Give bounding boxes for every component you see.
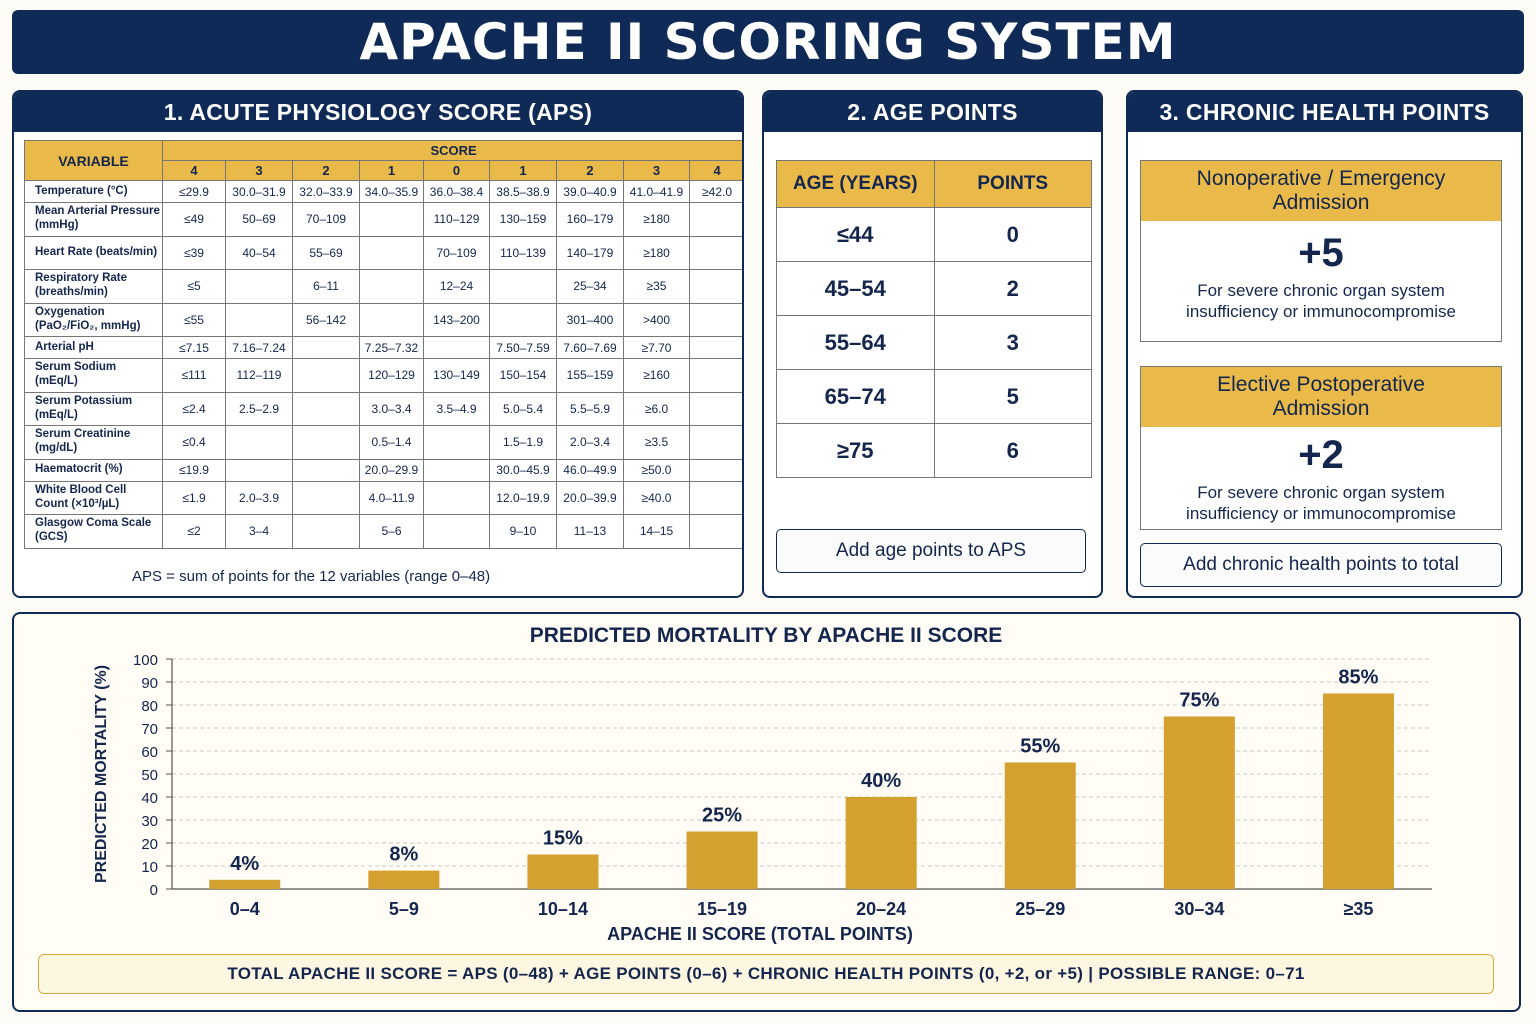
table-cell: 2.5–2.9 bbox=[226, 392, 293, 426]
bar-value-label: 25% bbox=[702, 804, 743, 827]
table-cell bbox=[293, 481, 360, 515]
table-cell: ≥160 bbox=[624, 359, 690, 393]
formula-bar: TOTAL APACHE II SCORE = APS (0–48) + AGE POINTS (0–6) + CHRONIC HEALTH POINTS (0, +2, or +5) | POSSIBLE RANGE: 0–71 bbox=[38, 954, 1494, 994]
table-cell: 46.0–49.9 bbox=[557, 459, 624, 481]
age-points: 3 bbox=[934, 316, 1092, 370]
score-point-header: 2 bbox=[293, 161, 360, 181]
score-point-header: 3 bbox=[226, 161, 293, 181]
x-tick-label: 15–19 bbox=[697, 899, 748, 919]
y-tick-label: 0 bbox=[149, 882, 158, 899]
age-range: 45–54 bbox=[777, 262, 935, 316]
variable-name: Respiratory Rate (breaths/min) bbox=[25, 270, 163, 304]
x-tick-label: 0–4 bbox=[229, 899, 260, 919]
table-cell: 9–10 bbox=[490, 515, 557, 549]
table-cell: ≤19.9 bbox=[163, 459, 226, 481]
table-cell: ≤111 bbox=[163, 359, 226, 393]
table-cell bbox=[690, 270, 745, 304]
score-point-header: 4 bbox=[163, 161, 226, 181]
table-cell: 5.0–5.4 bbox=[490, 392, 557, 426]
table-cell bbox=[690, 392, 745, 426]
table-cell bbox=[424, 515, 490, 549]
table-cell: 50–69 bbox=[226, 203, 293, 237]
table-cell: ≤1.9 bbox=[163, 481, 226, 515]
table-cell: 32.0–33.9 bbox=[293, 181, 360, 203]
table-cell bbox=[690, 359, 745, 393]
table-cell: ≥40.0 bbox=[624, 481, 690, 515]
table-cell bbox=[360, 236, 424, 270]
table-cell: 39.0–40.9 bbox=[557, 181, 624, 203]
y-tick-label: 20 bbox=[141, 836, 158, 853]
table-row bbox=[777, 208, 1092, 262]
age-note: Add age points to APS bbox=[776, 529, 1086, 573]
table-cell: 20.0–39.9 bbox=[557, 481, 624, 515]
table-cell: ≤2.4 bbox=[163, 392, 226, 426]
table-cell: ≥7.70 bbox=[624, 337, 690, 359]
x-tick-label: 10–14 bbox=[537, 899, 588, 919]
table-cell bbox=[293, 392, 360, 426]
table-cell: ≤7.15 bbox=[163, 337, 226, 359]
y-axis-label: PREDICTED MORTALITY (%) bbox=[93, 664, 110, 884]
table-cell: 3.0–3.4 bbox=[360, 392, 424, 426]
table-cell: 20.0–29.9 bbox=[360, 459, 424, 481]
table-row bbox=[25, 459, 745, 481]
bar bbox=[527, 855, 598, 890]
x-tick-label: ≥35 bbox=[1343, 899, 1374, 919]
x-tick-label: 20–24 bbox=[856, 899, 907, 919]
table-cell: ≥3.5 bbox=[624, 426, 690, 460]
age-range: ≤44 bbox=[777, 208, 935, 262]
table-cell bbox=[424, 481, 490, 515]
variable-name: Serum Creatinine (mg/dL) bbox=[25, 426, 163, 460]
chronic-item-description: For severe chronic organ system insufficiency or immunocompromise bbox=[1186, 483, 1456, 524]
score-point-header: 0 bbox=[424, 161, 490, 181]
table-cell: ≤2 bbox=[163, 515, 226, 549]
table-row bbox=[777, 316, 1092, 370]
variable-name: Temperature (°C) bbox=[25, 181, 163, 203]
variable-name: White Blood Cell Count (×10³/µL) bbox=[25, 481, 163, 515]
table-cell bbox=[293, 459, 360, 481]
chronic-item-nonoperative bbox=[1140, 160, 1502, 342]
variable-name: Glasgow Coma Scale (GCS) bbox=[25, 515, 163, 549]
table-cell: 120–129 bbox=[360, 359, 424, 393]
bar-value-label: 85% bbox=[1338, 666, 1379, 689]
table-cell: 41.0–41.9 bbox=[624, 181, 690, 203]
bar-value-label: 4% bbox=[230, 852, 260, 875]
table-cell bbox=[490, 303, 557, 337]
table-row bbox=[777, 424, 1092, 478]
table-cell: 2.0–3.4 bbox=[557, 426, 624, 460]
x-axis-label: APACHE II SCORE (TOTAL POINTS) bbox=[607, 924, 913, 944]
age-body bbox=[777, 208, 1092, 478]
table-cell bbox=[360, 203, 424, 237]
variable-name: Arterial pH bbox=[25, 337, 163, 359]
table-row bbox=[25, 181, 745, 203]
table-cell: 7.60–7.69 bbox=[557, 337, 624, 359]
bar-value-label: 40% bbox=[861, 770, 902, 792]
table-cell bbox=[690, 515, 745, 549]
table-cell bbox=[690, 203, 745, 237]
table-cell: 12–24 bbox=[424, 270, 490, 304]
table-cell bbox=[490, 270, 557, 304]
aps-footer: APS = sum of points for the 12 variables (range 0–48) bbox=[132, 568, 491, 585]
table-cell: 36.0–38.4 bbox=[424, 181, 490, 203]
table-cell: 12.0–19.9 bbox=[490, 481, 557, 515]
table-row bbox=[25, 481, 745, 515]
table-cell: 301–400 bbox=[557, 303, 624, 337]
bar-value-label: 8% bbox=[389, 843, 419, 866]
table-cell: 155–159 bbox=[557, 359, 624, 393]
table-cell: 6–11 bbox=[293, 270, 360, 304]
table-cell: 1.5–1.9 bbox=[490, 426, 557, 460]
table-row bbox=[25, 303, 745, 337]
chronic-item-points: +5 bbox=[1298, 231, 1344, 275]
chronic-note: Add chronic health points to total bbox=[1140, 543, 1502, 587]
table-cell: 3.5–4.9 bbox=[424, 392, 490, 426]
table-cell: ≥35 bbox=[624, 270, 690, 304]
chronic-item-description: For severe chronic organ system insufficiency or immunocompromise bbox=[1186, 281, 1456, 322]
table-cell bbox=[293, 359, 360, 393]
table-cell: ≥6.0 bbox=[624, 392, 690, 426]
variable-name: Serum Sodium (mEq/L) bbox=[25, 359, 163, 393]
age-table bbox=[776, 160, 1092, 478]
table-cell bbox=[424, 459, 490, 481]
table-cell bbox=[360, 303, 424, 337]
table-cell: >400 bbox=[624, 303, 690, 337]
table-cell bbox=[690, 459, 745, 481]
table-row bbox=[25, 337, 745, 359]
bar bbox=[1005, 763, 1076, 890]
age-range: 65–74 bbox=[777, 370, 935, 424]
bar-value-label: 15% bbox=[542, 827, 583, 850]
chronic-item-points: +2 bbox=[1298, 433, 1344, 477]
table-cell: 2.0–3.9 bbox=[226, 481, 293, 515]
table-cell: 30.0–31.9 bbox=[226, 181, 293, 203]
age-panel bbox=[762, 90, 1103, 598]
table-cell: 4.0–11.9 bbox=[360, 481, 424, 515]
table-cell bbox=[226, 270, 293, 304]
y-tick-label: 100 bbox=[132, 652, 158, 669]
variable-name: Serum Potassium (mEq/L) bbox=[25, 392, 163, 426]
x-tick-label: 5–9 bbox=[388, 899, 419, 919]
score-point-header: 1 bbox=[360, 161, 424, 181]
table-cell: 25–34 bbox=[557, 270, 624, 304]
table-cell: 56–142 bbox=[293, 303, 360, 337]
table-cell: 30.0–45.9 bbox=[490, 459, 557, 481]
table-cell: 143–200 bbox=[424, 303, 490, 337]
table-cell: 3–4 bbox=[226, 515, 293, 549]
y-tick-label: 50 bbox=[141, 767, 158, 784]
bar-value-label: 75% bbox=[1179, 689, 1220, 712]
chronic-header: 3. CHRONIC HEALTH POINTS bbox=[1128, 92, 1521, 132]
variable-name: Haematocrit (%) bbox=[25, 459, 163, 481]
table-cell bbox=[690, 426, 745, 460]
table-cell: 14–15 bbox=[624, 515, 690, 549]
table-cell bbox=[690, 337, 745, 359]
variable-column-header: VARIABLE bbox=[25, 141, 163, 181]
age-points: 6 bbox=[934, 424, 1092, 478]
bar bbox=[368, 871, 439, 889]
table-cell: 34.0–35.9 bbox=[360, 181, 424, 203]
table-cell: 38.5–38.9 bbox=[490, 181, 557, 203]
table-cell: ≤55 bbox=[163, 303, 226, 337]
y-tick-label: 80 bbox=[141, 698, 158, 715]
mortality-chart-panel bbox=[12, 612, 1521, 1012]
variable-name: Oxygenation (PaO₂/FiO₂, mmHg) bbox=[25, 303, 163, 337]
age-points: 2 bbox=[934, 262, 1092, 316]
variable-name: Heart Rate (beats/min) bbox=[25, 236, 163, 270]
table-row bbox=[25, 392, 745, 426]
bar-value-label: 55% bbox=[1020, 735, 1061, 758]
table-cell bbox=[690, 481, 745, 515]
table-cell: ≥180 bbox=[624, 236, 690, 270]
table-cell bbox=[226, 303, 293, 337]
chronic-item-title: Elective Postoperative Admission bbox=[1141, 367, 1501, 427]
chart-title: PREDICTED MORTALITY BY APACHE II SCORE bbox=[529, 624, 1003, 647]
table-cell bbox=[293, 515, 360, 549]
score-point-header: 2 bbox=[557, 161, 624, 181]
aps-panel bbox=[12, 90, 744, 598]
table-cell: ≤49 bbox=[163, 203, 226, 237]
table-cell bbox=[360, 270, 424, 304]
age-range: ≥75 bbox=[777, 424, 935, 478]
table-cell: ≥42.0 bbox=[690, 181, 745, 203]
y-tick-label: 70 bbox=[141, 721, 158, 738]
table-row bbox=[25, 426, 745, 460]
table-cell: 7.16–7.24 bbox=[226, 337, 293, 359]
table-cell bbox=[293, 426, 360, 460]
table-cell: ≤29.9 bbox=[163, 181, 226, 203]
table-row bbox=[25, 515, 745, 549]
table-cell: 70–109 bbox=[424, 236, 490, 270]
table-cell bbox=[690, 303, 745, 337]
y-tick-label: 60 bbox=[141, 744, 158, 761]
bar bbox=[1323, 694, 1394, 890]
bar bbox=[687, 832, 758, 890]
age-range: 55–64 bbox=[777, 316, 935, 370]
table-row bbox=[25, 270, 745, 304]
table-cell: 150–154 bbox=[490, 359, 557, 393]
score-column-header: SCORE bbox=[163, 141, 745, 161]
table-row bbox=[25, 236, 745, 270]
chronic-panel bbox=[1126, 90, 1523, 598]
table-cell: 55–69 bbox=[293, 236, 360, 270]
table-cell: 160–179 bbox=[557, 203, 624, 237]
aps-table bbox=[24, 140, 744, 549]
bar bbox=[209, 880, 280, 889]
table-cell: 7.25–7.32 bbox=[360, 337, 424, 359]
table-cell: 110–129 bbox=[424, 203, 490, 237]
age-column-header: AGE (YEARS) bbox=[777, 161, 935, 208]
table-row bbox=[777, 262, 1092, 316]
y-tick-label: 40 bbox=[141, 790, 158, 807]
table-cell: 40–54 bbox=[226, 236, 293, 270]
table-cell: 0.5–1.4 bbox=[360, 426, 424, 460]
table-row bbox=[25, 359, 745, 393]
table-cell: 70–109 bbox=[293, 203, 360, 237]
table-row bbox=[25, 203, 745, 237]
bar bbox=[1164, 717, 1235, 890]
table-cell: 140–179 bbox=[557, 236, 624, 270]
table-cell: 112–119 bbox=[226, 359, 293, 393]
variable-name: Mean Arterial Pressure (mmHg) bbox=[25, 203, 163, 237]
table-cell: ≥180 bbox=[624, 203, 690, 237]
y-tick-label: 30 bbox=[141, 813, 158, 830]
table-cell: 130–159 bbox=[490, 203, 557, 237]
table-cell bbox=[226, 426, 293, 460]
age-header: 2. AGE POINTS bbox=[764, 92, 1101, 132]
chronic-item-title: Nonoperative / Emergency Admission bbox=[1141, 161, 1501, 221]
bar bbox=[846, 797, 917, 889]
points-column-header: POINTS bbox=[934, 161, 1092, 208]
chronic-item-elective bbox=[1140, 366, 1502, 530]
table-cell bbox=[226, 459, 293, 481]
table-cell bbox=[424, 337, 490, 359]
table-row bbox=[777, 370, 1092, 424]
score-point-header: 4 bbox=[690, 161, 745, 181]
x-tick-label: 25–29 bbox=[1015, 899, 1066, 919]
y-tick-label: 10 bbox=[141, 859, 158, 876]
table-cell bbox=[293, 337, 360, 359]
table-cell: 7.50–7.59 bbox=[490, 337, 557, 359]
table-cell: ≤39 bbox=[163, 236, 226, 270]
y-tick-label: 90 bbox=[141, 675, 158, 692]
table-cell: 5.5–5.9 bbox=[557, 392, 624, 426]
table-cell: 130–149 bbox=[424, 359, 490, 393]
table-cell bbox=[690, 236, 745, 270]
age-points: 5 bbox=[934, 370, 1092, 424]
table-cell: ≥50.0 bbox=[624, 459, 690, 481]
aps-header: 1. ACUTE PHYSIOLOGY SCORE (APS) bbox=[14, 92, 742, 132]
score-point-header: 3 bbox=[624, 161, 690, 181]
age-points: 0 bbox=[934, 208, 1092, 262]
aps-body bbox=[25, 181, 745, 549]
score-point-header: 1 bbox=[490, 161, 557, 181]
table-cell: 110–139 bbox=[490, 236, 557, 270]
page-title: APACHE II SCORING SYSTEM bbox=[12, 10, 1524, 74]
table-cell: 11–13 bbox=[557, 515, 624, 549]
table-cell: ≤0.4 bbox=[163, 426, 226, 460]
table-cell bbox=[424, 426, 490, 460]
x-tick-label: 30–34 bbox=[1174, 899, 1225, 919]
table-cell: 5–6 bbox=[360, 515, 424, 549]
table-cell: ≤5 bbox=[163, 270, 226, 304]
mortality-chart bbox=[14, 614, 1519, 950]
